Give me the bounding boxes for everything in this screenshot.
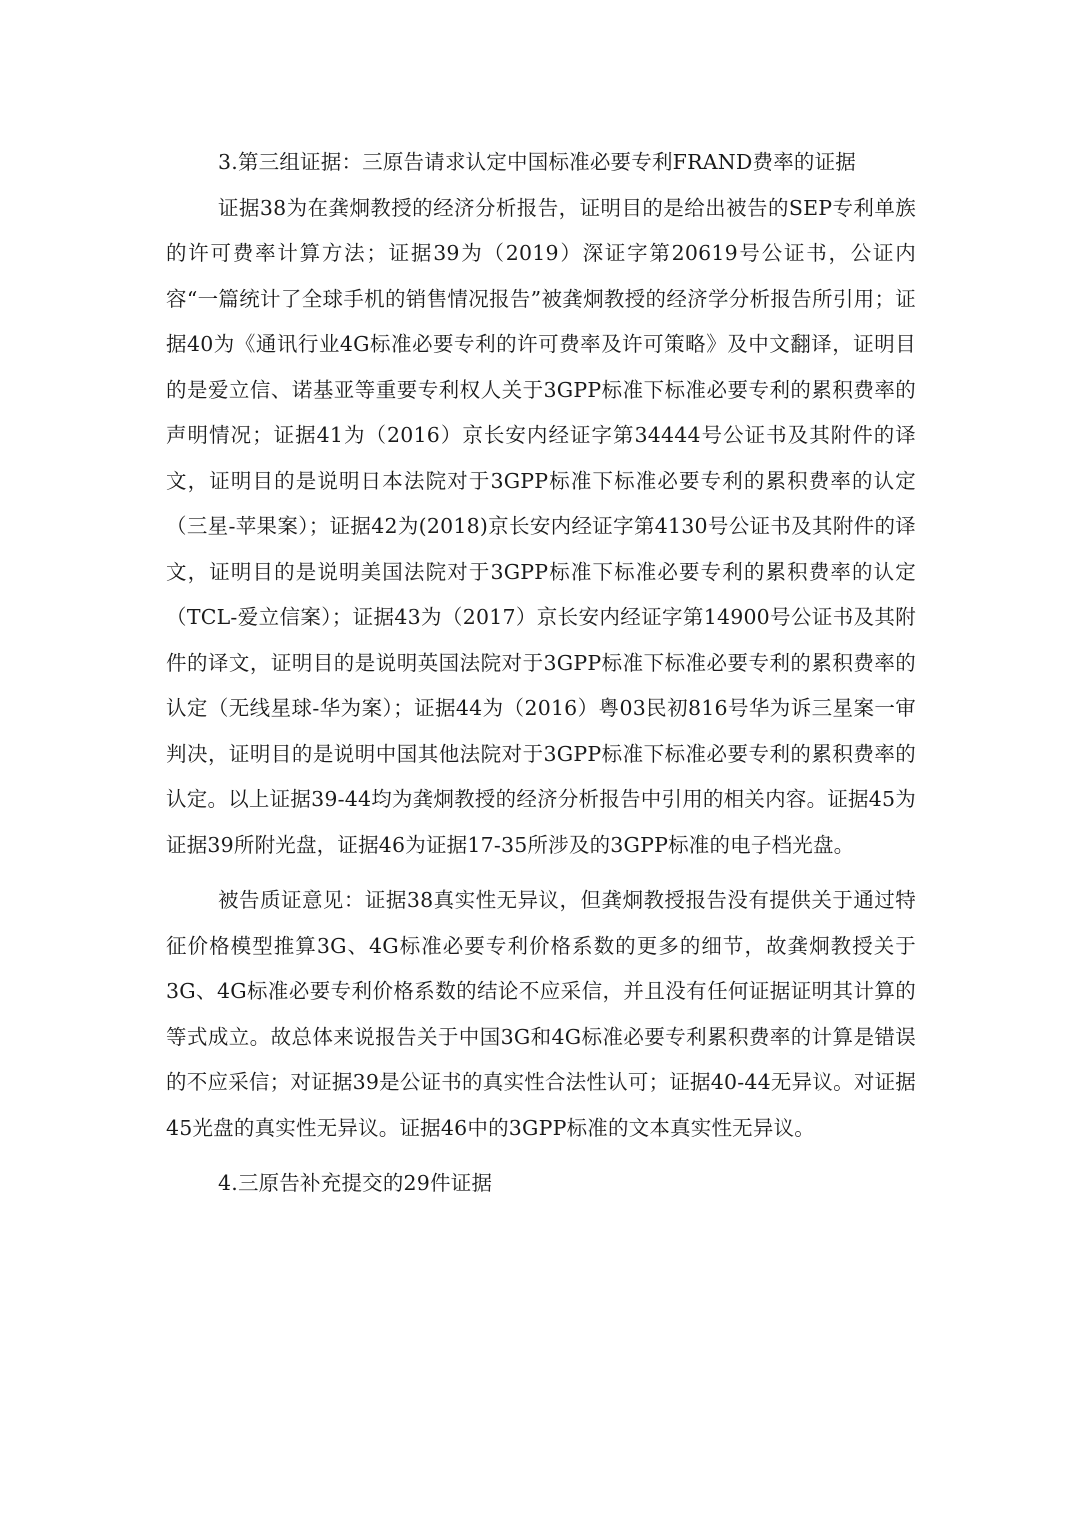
section-4-heading: 4.三原告补充提交的29件证据 xyxy=(218,1171,493,1195)
defendant-opinion-paragraph: 被告质证意见：证据38真实性无异议，但龚炯教授报告没有提供关于通过特征价格模型推算3G、4G标准必要专利价格系数的更多的细节，故龚炯教授关于3G、4G标准必要专利价格系数的结论不应采信，并且没有任何证据证明其计算的等式成立。故总体来说报告关于中国3G和4G标准必要专利累积费率的计算是错误的不应采信；对证据39是公证书的真实性合法性认可；证据40-44无异议。对证据45光盘的真实性无异议。证据46中的3GPP标准的文本真实性无异议。 xyxy=(166,888,916,1140)
evidence-description-paragraph: 证据38为在龚炯教授的经济分析报告，证明目的是给出被告的SEP专利单族的许可费率计算方法；证据39为（2019）深证字第20619号公证书，公证内容“一篇统计了全球手机的销售情况报告”被龚炯教授的经济学分析报告所引用；证据40为《通讯行业4G标准必要专利的许可费率及许可策略》及中文翻译，证明目的是爱立信、诺基亚等重要专利权人关于3GPP标准下标准必要专利的累积费率的声明情况；证据41为（2016）京长安内经证字第34444号公证书及其附件的译文，证明目的是说明日本法院对于3GPP标准下标准必要专利的累积费率的认定（三星-苹果案）；证据42为(2018)京长安内经证字第4130号公证书及其附件的译文，证明目的是说明美国法院对于3GPP标准下标准必要专利的累积费率的认定（TCL-爱立信案）；证据43为（2017）京长安内经证字第14900号公证书及其附件的译文，证明目的是说明英国法院对于3GPP标准下标准必要专利的累积费率的认定（无线星球-华为案）；证据44为（2016）粤03民初816号华为诉三星案一审判决，证明目的是说明中国其他法院对于3GPP标准下标准必要专利的累积费率的认定。以上证据39-44均为龚炯教授的经济分析报告中引用的相关内容。证据45为证据39所附光盘，证据46为证据17-35所涉及的3GPP标准的电子档光盘。 xyxy=(166,195,916,857)
section-3-heading: 3.第三组证据：三原告请求认定中国标准必要专利FRAND费率的证据 xyxy=(218,150,856,174)
document-body xyxy=(166,140,916,1207)
